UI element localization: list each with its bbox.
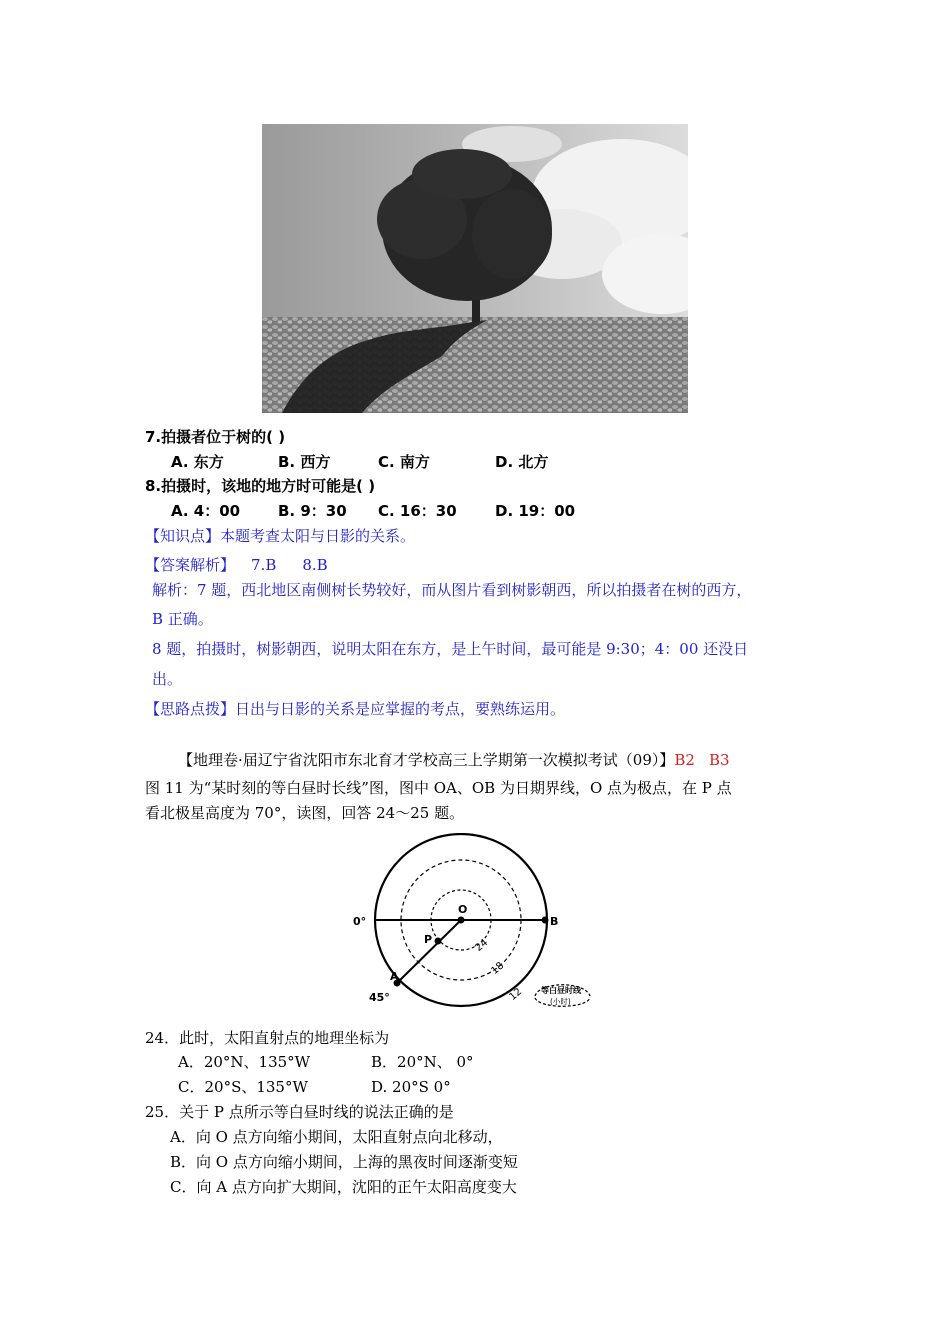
label-o: O — [458, 903, 468, 916]
question-25-option-b: B．向 O 点方向缩小期间，上海的黑夜时间逐渐变短 — [170, 1153, 518, 1171]
question-7-option-d: D. 北方 — [495, 453, 549, 471]
knowledge-point-tag: 【知识点】 — [145, 527, 221, 545]
section-intro-line-1: 图 11 为“某时刻的等白昼时长线”图，图中 OA、OB 为日期界线，O 点为极点，在 P 点 — [145, 779, 732, 797]
question-24-stem: 24．此时，太阳直射点的地理坐标为 — [145, 1029, 390, 1047]
question-7-stem: 7.拍摄者位于树的( ) — [145, 428, 286, 446]
question-25-option-a: A．向 O 点方向缩小期间，太阳直射点向北移动， — [170, 1128, 503, 1146]
thinking-tips — [145, 699, 565, 719]
legend-title: 等白昼时线 — [541, 986, 581, 995]
question-8-option-d: D. 19：00 — [495, 502, 576, 520]
answer-tag: 【答案解析】 — [145, 556, 236, 574]
daylight-isoline-diagram — [345, 833, 605, 1038]
label-24: 24 — [473, 937, 491, 954]
point-b — [542, 917, 549, 924]
section-code-2: B3 — [708, 751, 730, 769]
legend-unit: (小时) — [550, 997, 571, 1006]
tree-shadow-photo — [262, 124, 688, 413]
knowledge-point-text: 本题考查太阳与日影的关系。 — [220, 527, 416, 545]
point-o — [458, 917, 465, 924]
question-24-option-a: A．20°N、135°W — [178, 1053, 311, 1071]
answer-8: 8.B — [302, 556, 328, 574]
section-source-text: 【地理卷·届辽宁省沈阳市东北育才学校高三上学期第一次模拟考试（09）】 — [178, 751, 675, 769]
knowledge-point — [145, 526, 415, 546]
question-24-option-c: C．20°S、135°W — [178, 1078, 308, 1096]
question-8-option-c: C. 16：30 — [378, 502, 457, 520]
answer-analysis — [145, 555, 328, 575]
question-25-option-c: C．向 A 点方向扩大期间，沈阳的正午太阳高度变大 — [170, 1178, 517, 1196]
label-b: B — [550, 915, 559, 928]
thinking-tips-tag: 【思路点拨】 — [145, 700, 236, 718]
line-oa — [397, 920, 461, 983]
label-12: 12 — [507, 986, 525, 1003]
analysis-line-2: B 正确。 — [152, 610, 213, 628]
label-p: P — [424, 933, 433, 946]
question-25-stem: 25．关于 P 点所示等白昼时线的说法正确的是 — [145, 1103, 454, 1121]
thinking-tips-text: 日出与日影的关系是应掌握的考点，要熟练运用。 — [235, 700, 566, 718]
section-source — [178, 750, 730, 770]
question-8-option-a: A. 4：00 — [171, 502, 241, 520]
analysis-line-4: 出。 — [152, 670, 183, 688]
label-18: 18 — [489, 960, 507, 977]
question-24-option-b: B．20°N、 0° — [371, 1053, 474, 1071]
analysis-line-3: 8 题，拍摄时，树影朝西，说明太阳在东方，是上午时间，最可能是 9:30；4：00 还没日 — [152, 640, 749, 658]
analysis-line-1: 解析：7 题，西北地区南侧树长势较好，而从图片看到树影朝西，所以拍摄者在树的西方， — [152, 581, 752, 599]
question-8-option-b: B. 9：30 — [278, 502, 347, 520]
label-45-degree: 45° — [369, 991, 390, 1004]
question-8-stem: 8.拍摄时，该地的地方时可能是( ) — [145, 477, 376, 495]
question-24-option-d: D. 20°S 0° — [371, 1078, 451, 1096]
question-7-option-c: C. 南方 — [378, 453, 430, 471]
section-code-1: B2 — [674, 751, 695, 769]
section-intro-line-2: 看北极星高度为 70°，读图，回答 24～25 题。 — [145, 804, 465, 822]
label-0-degree: 0° — [353, 915, 367, 928]
question-7-option-a: A. 东方 — [171, 453, 224, 471]
answer-7: 7.B — [251, 556, 277, 574]
question-7-option-b: B. 西方 — [278, 453, 331, 471]
point-p — [435, 938, 442, 945]
label-a: A — [390, 970, 399, 983]
